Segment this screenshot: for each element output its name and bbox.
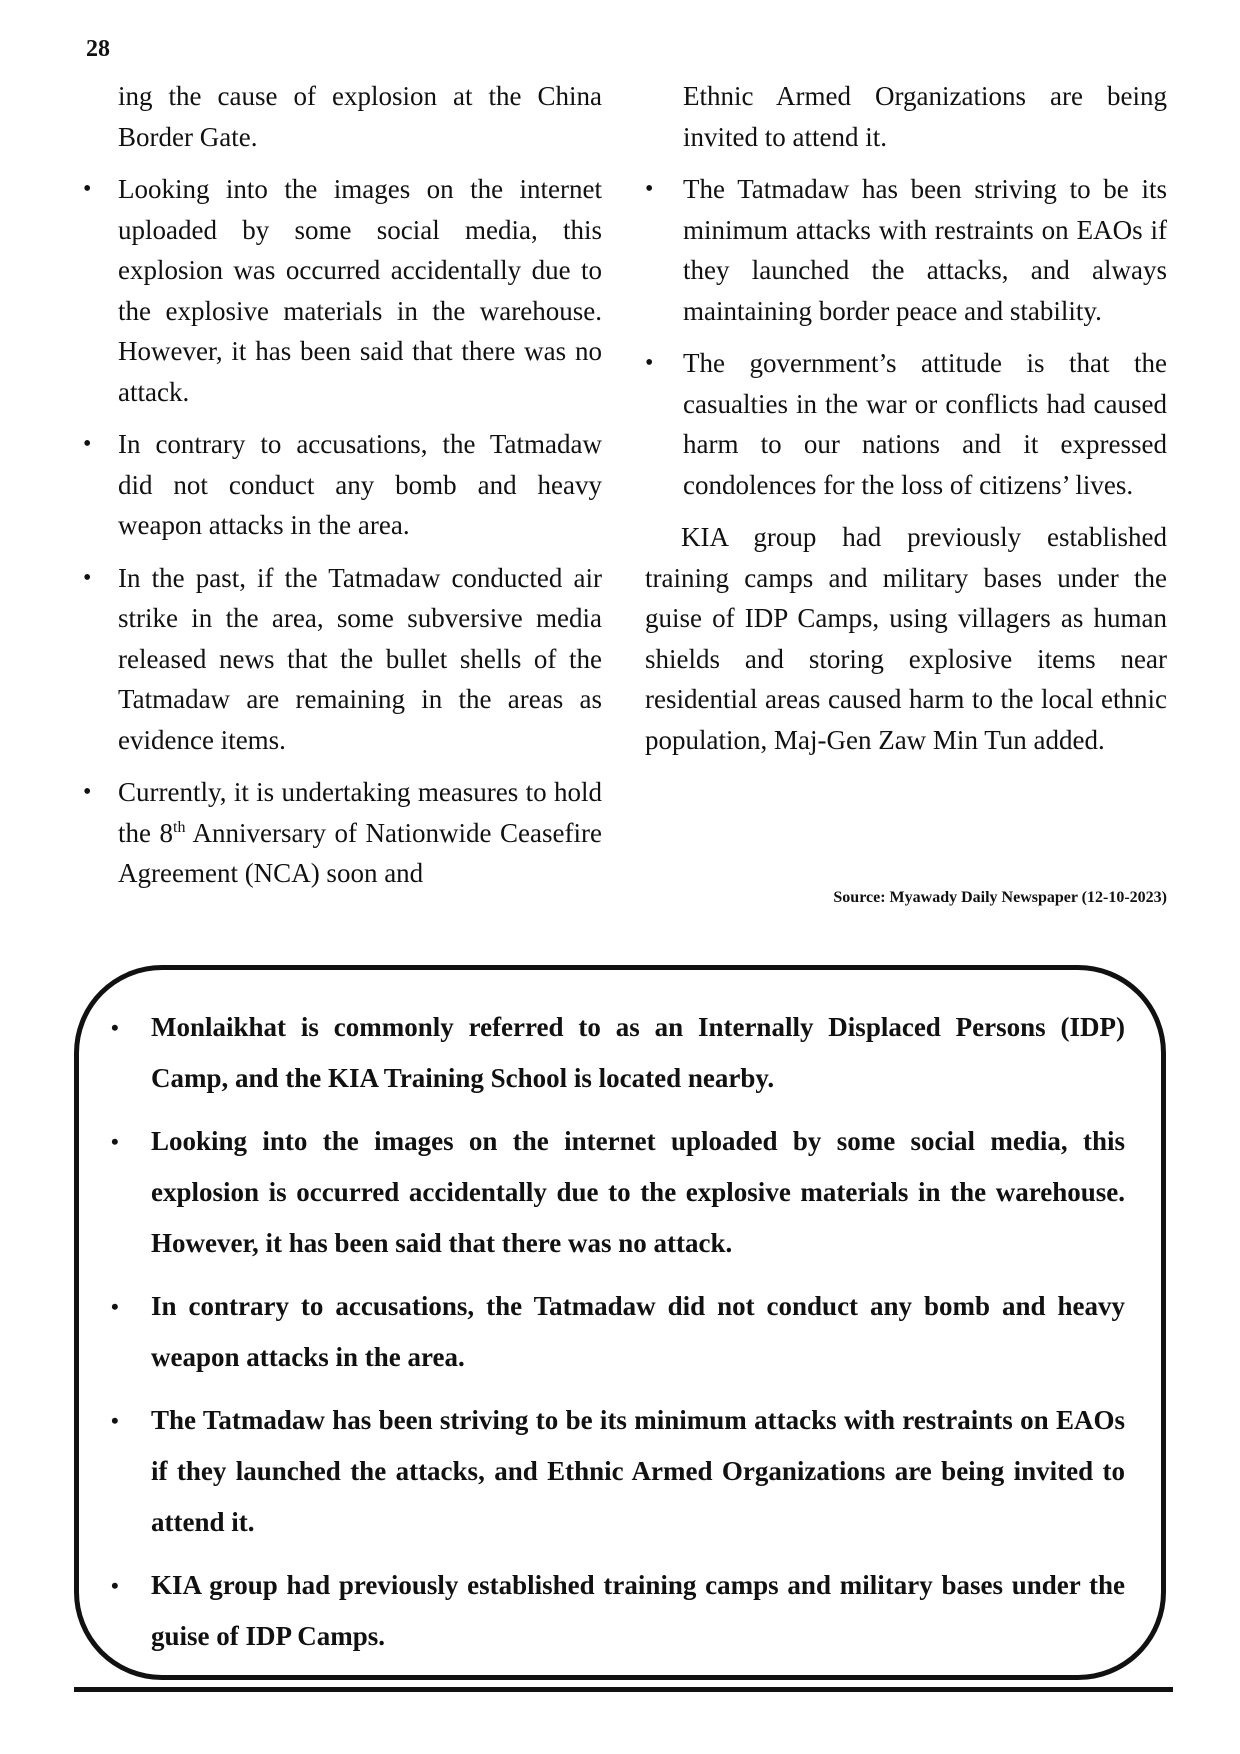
left-continuation-text: ing the cause of explosion at the China Border Gate. [118, 81, 602, 152]
list-item-text: Looking into the images on the internet uploaded by some social media, this explosion was occurred accidentally due to the explosive materials in the warehouse. However, it has been said that there was no attack. [118, 174, 602, 407]
bullet-icon: • [111, 1408, 119, 1433]
source-citation: Source: Myawady Daily Newspaper (12-10-2023) [833, 889, 1167, 906]
summary-item [111, 1116, 1125, 1269]
left-bullet-list [83, 169, 602, 894]
list-item-text: The Tatmadaw has been striving to be its minimum attacks with restraints on EAOs if they launched the attacks, and always maintaining border peace and stability. [683, 174, 1167, 326]
bullet-icon: • [645, 176, 654, 202]
list-item [645, 169, 1167, 331]
page-number: 28 [86, 36, 110, 62]
bullet-icon: • [111, 1015, 119, 1040]
bottom-divider [74, 1687, 1173, 1692]
list-item [83, 558, 602, 761]
summary-item [111, 1281, 1125, 1383]
ordinal-suffix: th [173, 818, 186, 836]
bullet-icon: • [111, 1573, 119, 1598]
summary-item-text: The Tatmadaw has been striving to be its minimum attacks with restraints on EAOs if they launched the attacks, and Ethnic Armed Organizations are being invited to attend it. [151, 1405, 1125, 1537]
summary-item [111, 1560, 1125, 1662]
list-item [645, 343, 1167, 505]
right-continuation-text: Ethnic Armed Organizations are being invited to attend it. [683, 81, 1167, 152]
list-item [83, 169, 602, 412]
summary-item [111, 1395, 1125, 1548]
right-bullet-list [645, 169, 1167, 505]
summary-list [111, 1002, 1125, 1674]
bullet-icon: • [83, 176, 92, 202]
list-item [83, 772, 602, 894]
list-item-text: The government’s attitude is that the casualties in the war or conflicts had caused harm to our nations and it expressed condolences for the loss of citizens’ lives. [683, 348, 1167, 500]
summary-item-text: In contrary to accusations, the Tatmadaw did not conduct any bomb and heavy weapon attacks in the area. [151, 1291, 1125, 1372]
list-item-text: In the past, if the Tatmadaw conducted air strike in the area, some subversive media released news that the bullet shells of the Tatmadaw are remaining in the areas as evidence items. [118, 562, 602, 755]
right-column [645, 76, 1167, 760]
bullet-icon: • [83, 564, 92, 591]
body-paragraph: KIA group had previously established training camps and military bases under the guise of IDP Camps, using villagers as human shields and storing explosive items near residential areas caused harm to the local ethnic population, Maj-Gen Zaw Min Tun added. [645, 522, 1167, 755]
list-item-text-pre: Currently, it is undertaking measures to hold the 8 [118, 777, 602, 848]
summary-item-text: Monlaikhat is commonly referred to as an Internally Displaced Persons (IDP) Camp, and the KIA Training School is located nearby. [151, 1012, 1125, 1093]
summary-item-text: Looking into the images on the internet uploaded by some social media, this explosion is occurred accidentally due to the explosive materials in the warehouse. However, it has been said that there was no attack. [151, 1126, 1125, 1258]
list-item-text: In contrary to accusations, the Tatmadaw did not conduct any bomb and heavy weapon attacks in the area. [118, 429, 602, 540]
list-item [83, 424, 602, 546]
list-item-text-post: Anniversary of Nationwide Ceasefire Agreement (NCA) soon and [118, 817, 602, 888]
bullet-icon: • [111, 1294, 119, 1319]
bullet-icon: • [83, 431, 92, 457]
summary-item-text: KIA group had previously established training camps and military bases under the guise of IDP Camps. [151, 1570, 1125, 1651]
left-column [83, 76, 602, 906]
bullet-icon: • [645, 350, 654, 376]
bullet-icon: • [83, 779, 92, 805]
summary-item [111, 1002, 1125, 1104]
summary-box [74, 965, 1166, 1680]
bullet-icon: • [111, 1129, 119, 1154]
